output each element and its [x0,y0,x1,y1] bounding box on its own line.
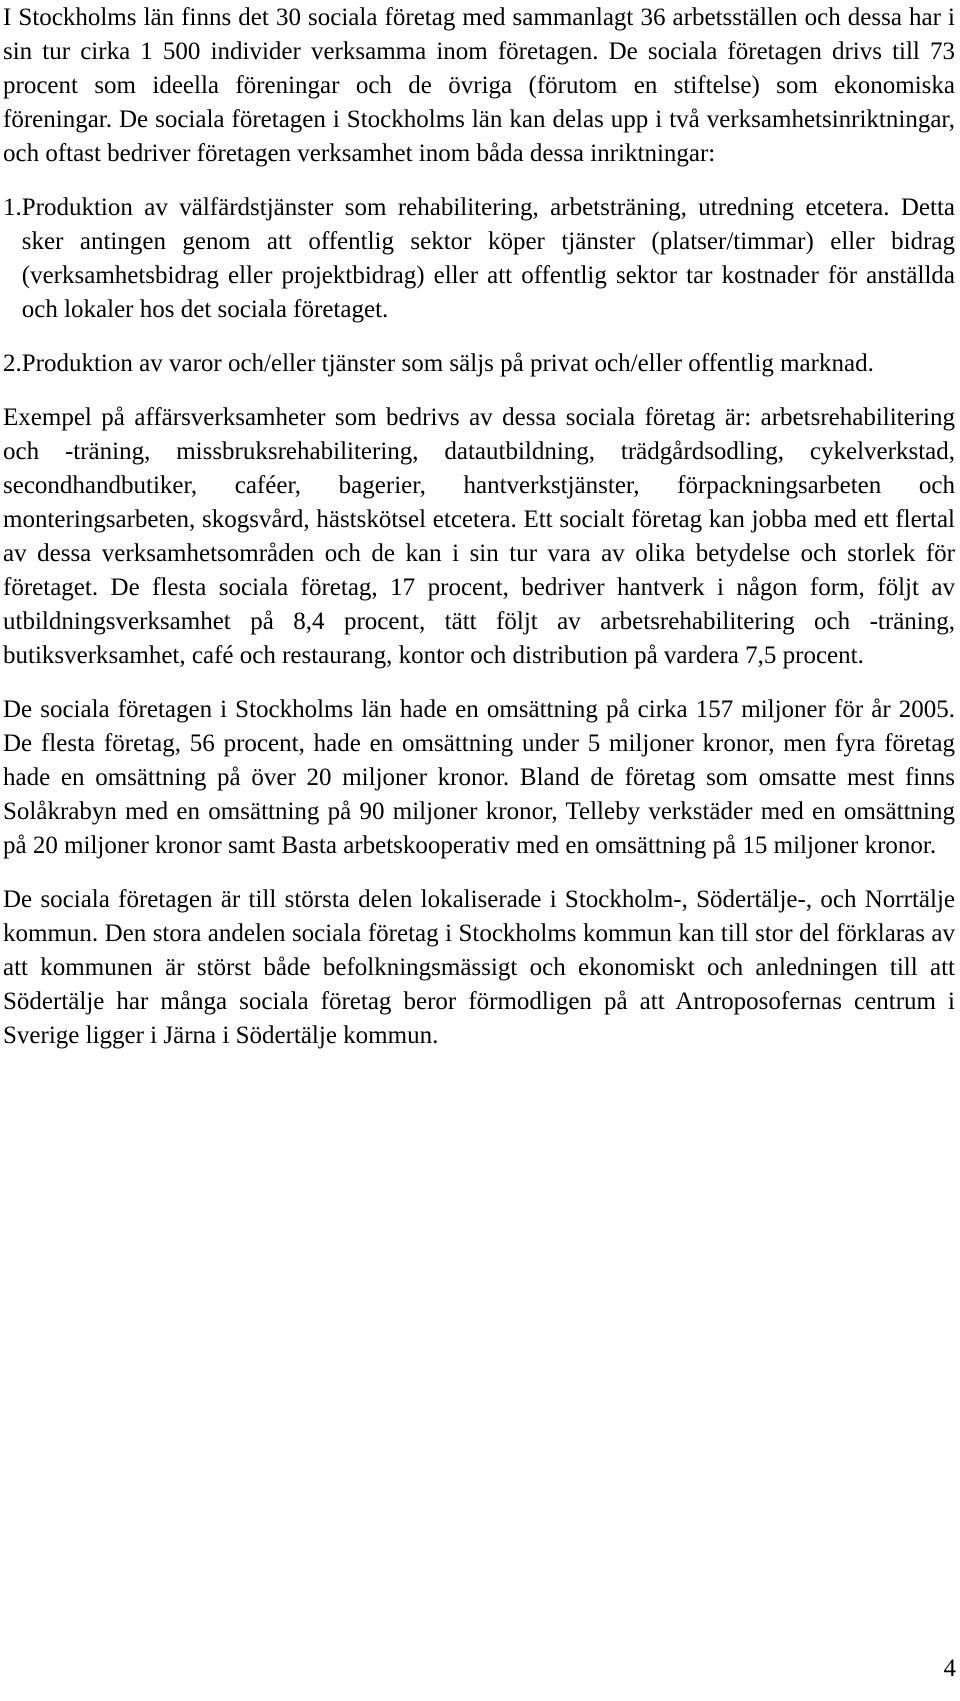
list-item-number: 2. [3,350,22,377]
paragraph-intro: I Stockholms län finns det 30 sociala företag med sammanlagt 36 arbetsställen och dessa har i sin tur cirka 1 500 individer verksamma inom företagen. De sociala företagen drivs till 73 procent som ideella föreningar och de övriga (förutom en stiftelse) som ekonomiska föreningar. De sociala företagen i Stockholms län kan delas upp i två verksamhetsinriktningar, och oftast bedriver företagen verksamhet inom båda dessa inriktningar: [3,4,955,167]
list-item [3,191,955,327]
page-number: 4 [943,1655,956,1682]
paragraph-turnover: De sociala företagen i Stockholms län hade en omsättning på cirka 157 miljoner för år 2005. De flesta företag, 56 procent, hade en omsättning under 5 miljoner kronor, men fyra företag hade en omsättning på över 20 miljoner kronor. Bland de företag som omsatte mest finns Solåkrabyn med en omsättning på 90 miljoner kronor, Telleby verkstäder med en omsättning på 20 miljoner kronor samt Basta arbetskooperativ med en omsättning på 15 miljoner kronor. [3,696,955,859]
list-item-text: Produktion av välfärdstjänster som rehabilitering, arbetsträning, utredning etcetera. Detta sker antingen genom att offentlig sektor köper tjänster (platser/timmar) eller bidrag (verksamhetsbidrag eller projektbidrag) eller att offentlig sektor tar kostnader för anställda och lokaler hos det sociala företaget. [21,194,955,323]
list-item-text: Produktion av varor och/eller tjänster som säljs på privat och/eller offentlig marknad. [21,350,874,377]
document-body [3,1,955,1053]
list-item-number: 1. [3,194,22,221]
numbered-list [3,191,955,381]
paragraph-business-examples: Exempel på affärsverksamheter som bedrivs av dessa sociala företag är: arbetsrehabilitering och -träning, missbruksrehabilitering, datautbildning, trädgårdsodling, cykelverkstad, secondhandbutiker, caféer, bagerier, hantverkstjänster, förpackningsarbeten och monteringsarbeten, skogsvård, hästskötsel etcetera. Ett socialt företag kan jobba med ett flertal av dessa verksamhetsområden och de kan i sin tur vara av olika betydelse och storlek för företaget. De flesta sociala företag, 17 procent, bedriver hantverk i någon form, följt av utbildningsverksamhet på 8,4 procent, tätt följt av arbetsrehabilitering och -träning, butiksverksamhet, café och restaurang, kontor och distribution på vardera 7,5 procent. [3,404,955,669]
list-item [3,347,955,381]
paragraph-location: De sociala företagen är till största delen lokaliserade i Stockholm-, Södertälje-, och Norrtälje kommun. Den stora andelen sociala företag i Stockholms kommun kan till stor del förklaras av att kommunen är störst både befolkningsmässigt och ekonomiskt och anledningen till att Södertälje har många sociala företag beror förmodligen på att Antroposofernas centrum i Sverige ligger i Järna i Södertälje kommun. [3,886,955,1049]
